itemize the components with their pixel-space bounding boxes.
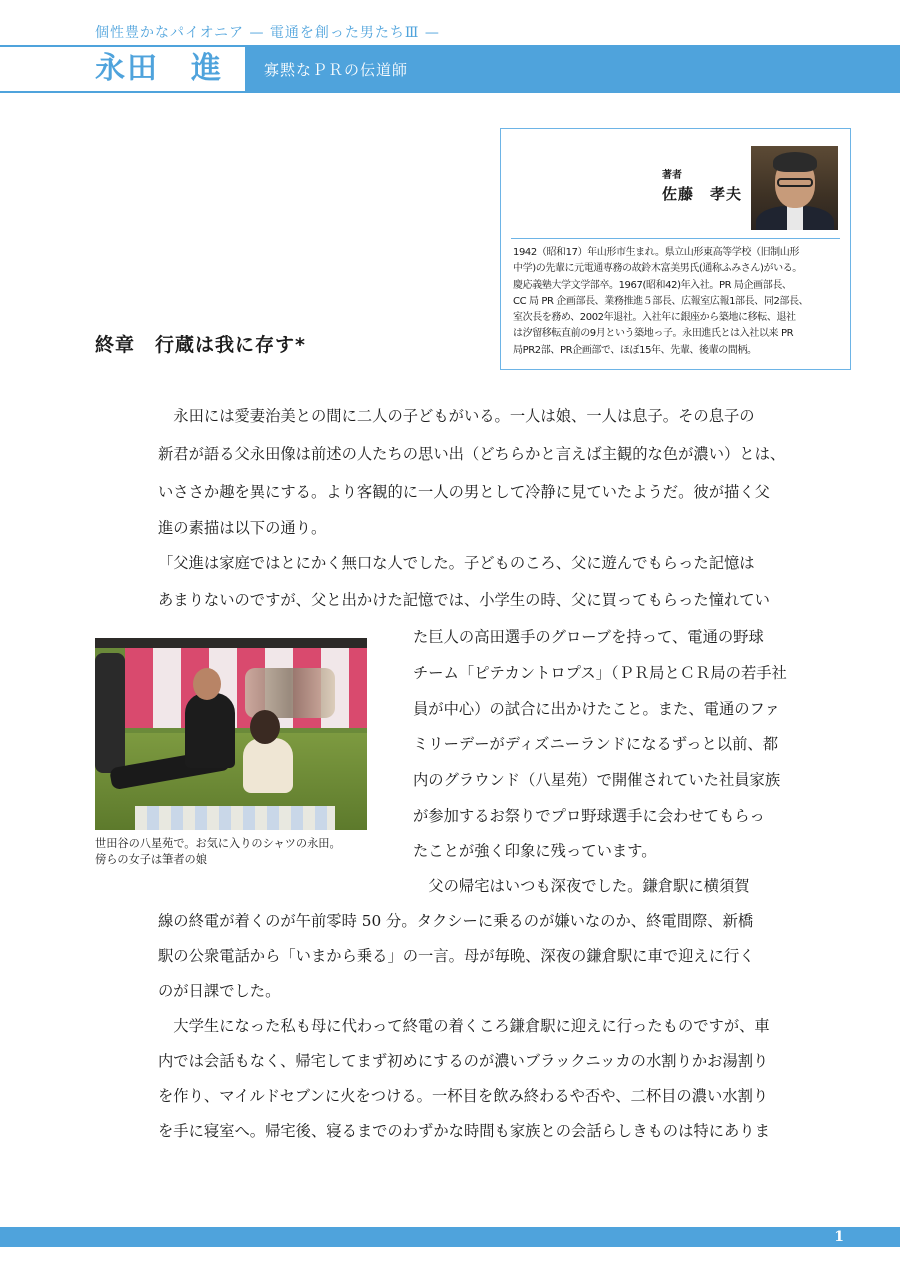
author-bio-line: 1942（昭和17）年山形市生まれ。県立山形東高等学校（旧制山形 [513, 247, 799, 258]
body-line: 内では会話もなく、帰宅してまず初めにするのが濃いブラックニッカの水割りかお湯割り [158, 1052, 769, 1070]
body-line: た巨人の高田選手のグローブを持って、電通の野球 [413, 628, 764, 646]
page-number: 1 [834, 1229, 844, 1245]
article-person-name: 永田 進 [95, 51, 223, 86]
chapter-title: 終章 行蔵は我に存す* [95, 334, 306, 356]
article-subtitle: 寡黙なＰＲの伝道師 [264, 61, 409, 79]
body-line: チーム「ピテカントロプス」（ＰＲ局とＣＲ局の若手社 [413, 664, 787, 682]
series-title: 個性豊かなパイオニア — 電通を創った男たちⅢ — [95, 25, 440, 41]
body-line: 進の素描は以下の通り。 [158, 519, 327, 537]
body-line: 大学生になった私も母に代わって終電の着くころ鎌倉駅に迎えに行ったものですが、車 [158, 1017, 770, 1035]
author-divider [511, 238, 840, 239]
body-line: 「父進は家庭ではとにかく無口な人でした。子どものころ、父に遊んでもらった記憶は [158, 554, 755, 572]
body-line: たことが強く印象に残っています。 [413, 842, 657, 860]
body-line: が参加するお祭りでプロ野球選手に会わせてもらっ [413, 807, 765, 825]
body-line: 線の終電が着くのが午前零時 50 分。タクシーに乗るのが嫌いなのか、終電間際、新橋 [158, 912, 754, 930]
body-line: 永田には愛妻治美との間に二人の子どもがいる。一人は娘、一人は息子。その息子の [158, 407, 755, 425]
body-line: のが日課でした。 [158, 982, 281, 1000]
caption-line: 世田谷の八星苑で。お気に入りのシャツの永田。 [95, 837, 341, 850]
author-bio-line: 室次長を務め、2002年退社。入社年に銀座から築地に移転、退社 [513, 312, 796, 324]
body-line: 父の帰宅はいつも深夜でした。鎌倉駅に横須賀 [413, 877, 750, 895]
family-photo [95, 638, 367, 830]
body-line: 員が中心）の試合に出かけたこと。また、電通のファ [413, 700, 780, 718]
photo-caption [95, 836, 341, 868]
author-label: 著者 [662, 170, 682, 181]
author-bio [513, 245, 843, 359]
body-line: ミリーデーがディズニーランドになるずっと以前、都 [413, 735, 778, 753]
footer-band [0, 1227, 900, 1247]
author-bio-line: CC 局 PR 企画部長、業務推進５部長、広報室広報1部長、同2部長、 [513, 295, 809, 307]
author-profile-box [500, 128, 851, 370]
body-line: いささか趣を異にする。より客観的に一人の男として冷静に見ていたようだ。彼が描く父 [158, 483, 770, 501]
caption-line: 傍らの女子は筆者の娘 [95, 853, 207, 866]
author-bio-line: 慶応義塾大学文学部卒。1967(昭和42)年入社。PR 局企画部長、 [513, 279, 792, 291]
body-line: 新君が語る父永田像は前述の人たちの思い出（どちらかと言えば主観的な色が濃い）とは、 [158, 445, 786, 463]
body-line: を作り、マイルドセブンに火をつける。一杯目を飲み終わるや否や、二杯目の濃い水割り [158, 1087, 769, 1105]
author-bio-line: 局PR2部、PR企画部で、ほぼ15年、先輩、後輩の間柄。 [513, 344, 757, 356]
author-name: 佐藤 孝夫 [662, 185, 743, 203]
author-bio-line: 中学)の先輩に元電通専務の故鈴木富美男氏(通称ふみさん)がいる。 [513, 263, 802, 275]
body-line: 駅の公衆電話から「いまから乗る」の一言。母が毎晩、深夜の鎌倉駅に車で迎えに行く [158, 947, 755, 965]
author-portrait [751, 146, 838, 230]
body-line: を手に寝室へ。帰宅後、寝るまでのわずかな時間も家族との会話らしきものは特にありま [158, 1122, 770, 1140]
body-line: あまりないのですが、父と出かけた記憶では、小学生の時、父に買ってもらった憧れてい [158, 591, 770, 609]
body-line: 内のグラウンド（八星苑）で開催されていた社員家族 [413, 771, 781, 789]
author-bio-line: は汐留移転直前の9月という築地っ子。永田進氏とは入社以来 PR [513, 328, 794, 340]
